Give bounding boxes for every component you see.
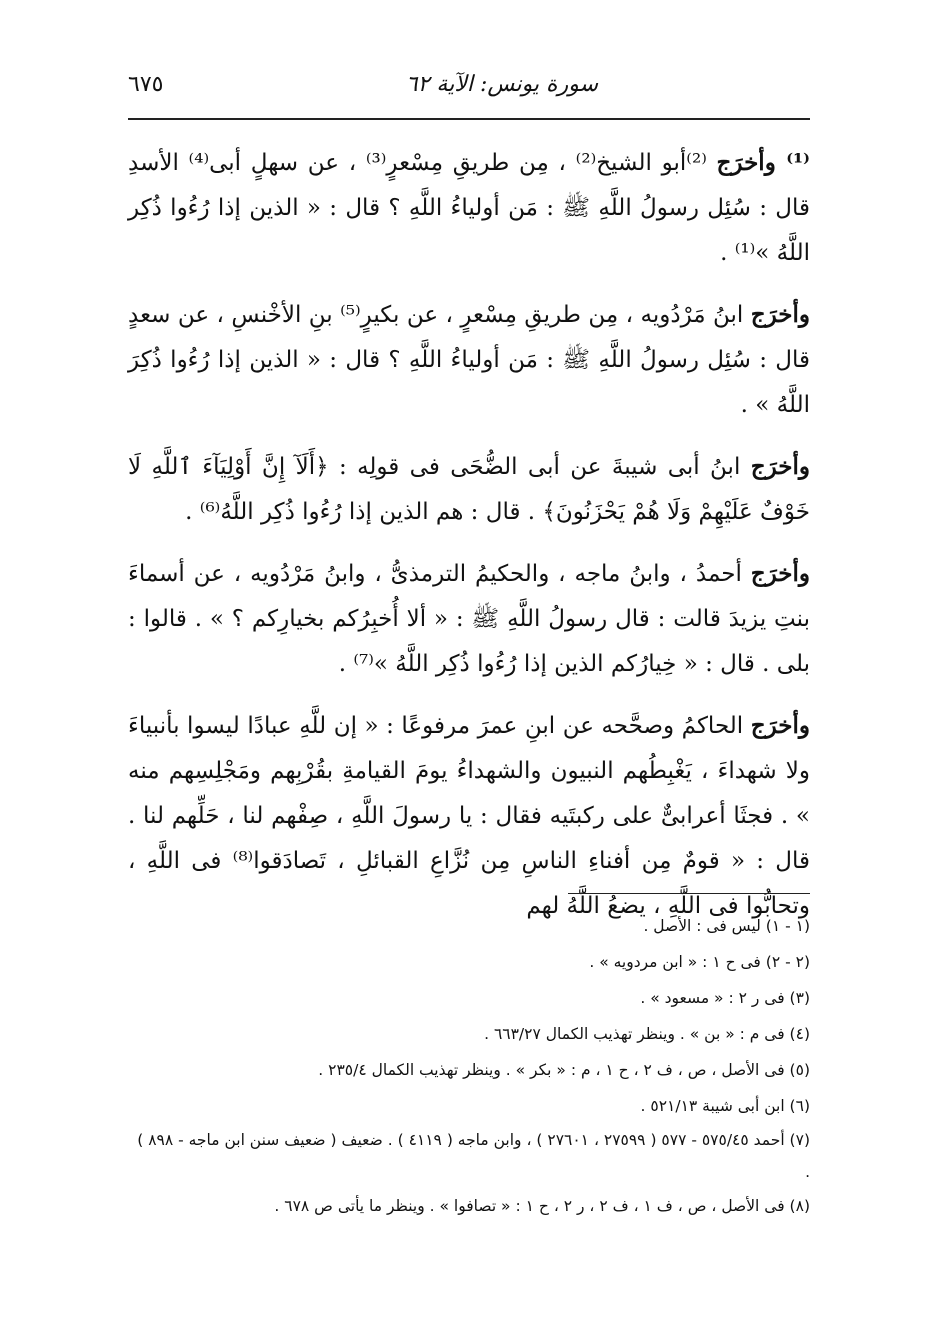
paragraph [128, 140, 810, 276]
footnote-rule [568, 893, 810, 894]
footnote: (٣) فى ر ٢ : « مسعود » . [640, 989, 810, 1007]
footnote: (٧) أحمد ٥٧٥/٤٥ - ٥٧٧ ( ٢٧٥٩٩ ، ٢٧٦٠١ ) ، وابن ماجه ( ٤١١٩ ) . ضعيف ( ضعيف سنن ابن ماجه - ٨٩٨ ) . [137, 1131, 810, 1181]
paragraph-lead: وأخرَج [750, 712, 810, 739]
paragraph [128, 444, 810, 535]
footnotes [128, 908, 810, 1224]
page-number: ٦٧٥ [128, 72, 164, 97]
footnote: (٢ - ٢) فى ح ١ : « ابن مردويه » . [589, 953, 810, 971]
paragraph-text: الحاكمُ وصحَّحه عن ابنِ عمرَ مرفوعًا : « إن للَّهِ عبادًا ليسوا بأنبياءَ ولا شهداءَ ، يَغْبِطُهم النبيون والشهداءُ يومَ القيامةِ بقُرْبِهم ومَجْلِسِهم منه » . فجثَا أعرابىٌّ على ركبتَيه فقال : يا رسولَ اللَّهِ ، صِفْهم لنا ، حَلِّهم لنا . قال : « قومٌ مِن أفناءِ الناسِ مِن نُزَّاعِ القبائلِ ، تَصادَقوا⁽⁸⁾ فى اللَّهِ ، وتحابُّوا فى اللَّهِ ، يضعُ اللَّهُ لهم [128, 713, 811, 919]
paragraph [128, 703, 810, 929]
paragraph-text: ابنُ مَرْدُويه ، مِن طريقِ مِسْعرٍ ، عن بكيرٍ⁽⁵⁾ بنِ الأخْنسِ ، عن سعدٍ قال : سُئِل رسولُ اللَّهِ ﷺ : مَن أولياءُ اللَّهِ ؟ قال : « الذين إذا رُءُوا ذُكِرَ اللَّهُ » . [128, 302, 810, 418]
footnote: (٦) ابن أبى شيبة ٥٢١/١٣ . [640, 1097, 810, 1115]
paragraph [128, 551, 810, 687]
running-header-title: سورة يونس: الآية ٦٢ [405, 72, 598, 97]
paragraph-text: أحمدُ ، وابنُ ماجه ، والحكيمُ الترمذىُّ ، وابنُ مَرْدُويه ، عن أسماءَ بنتِ يزيدَ قالت : قال رسولُ اللَّهِ ﷺ : « ألا أُخبِرُكم بخيارِكم ؟ » . قالوا : بلى . قال : « خِيارُكم الذين إذا رُءُوا ذُكِر اللَّهُ »⁽⁷⁾ . [128, 561, 810, 677]
footnote: (٤) فى م : « بن » . وينظر تهذيب الكمال ٦٦٣/٢٧ . [484, 1025, 810, 1043]
running-header [128, 68, 808, 112]
main-text [128, 140, 810, 945]
footnote: (٥) فى الأصل ، ص ، ف ٢ ، ح ١ ، م : « بكر » . وينظر تهذيب الكمال ٢٣٥/٤ . [318, 1061, 810, 1079]
paragraph-lead: وأخرَج [750, 453, 810, 480]
footnote: (١ - ١) ليس فى : الأصل . [643, 917, 810, 935]
paragraph [128, 292, 810, 428]
paragraph-lead: ⁽¹⁾ وأخرَج [716, 149, 810, 176]
paragraph-lead: وأخرَج [750, 301, 810, 328]
paragraph-lead: وأخرَج [750, 560, 810, 587]
paragraph-text: ابنُ أبى شيبةَ عن أبى الضُّحَى فى قولِه : ﴿أَلَآ إِنَّ أَوْلِيَآءَ ٱللَّهِ لَا خَوْفٌ عَلَيْهِمْ وَلَا هُمْ يَحْزَنُونَ﴾ . قال : هم الذين إذا رُءُوا ذُكِر اللَّهُ⁽⁶⁾ . [128, 454, 810, 525]
header-rule [128, 118, 810, 120]
footnote: (٨) فى الأصل ، ص ، ف ١ ، ف ٢ ، ر ٢ ، ح ١ : « تصافوا » . وينظر ما يأتى ص ٦٧٨ . [274, 1197, 810, 1215]
paragraph-text: ⁽²⁾أبو الشيخ⁽²⁾ ، مِن طريقِ مِسْعرٍ⁽³⁾ ، عن سهلٍ أبى⁽⁴⁾ الأسدِ قال : سُئِل رسولُ اللَّهِ ﷺ : مَن أولياءُ اللَّهِ ؟ قال : « الذين إذا رُءُوا ذُكِر اللَّهُ »⁽¹⁾ . [128, 150, 810, 266]
